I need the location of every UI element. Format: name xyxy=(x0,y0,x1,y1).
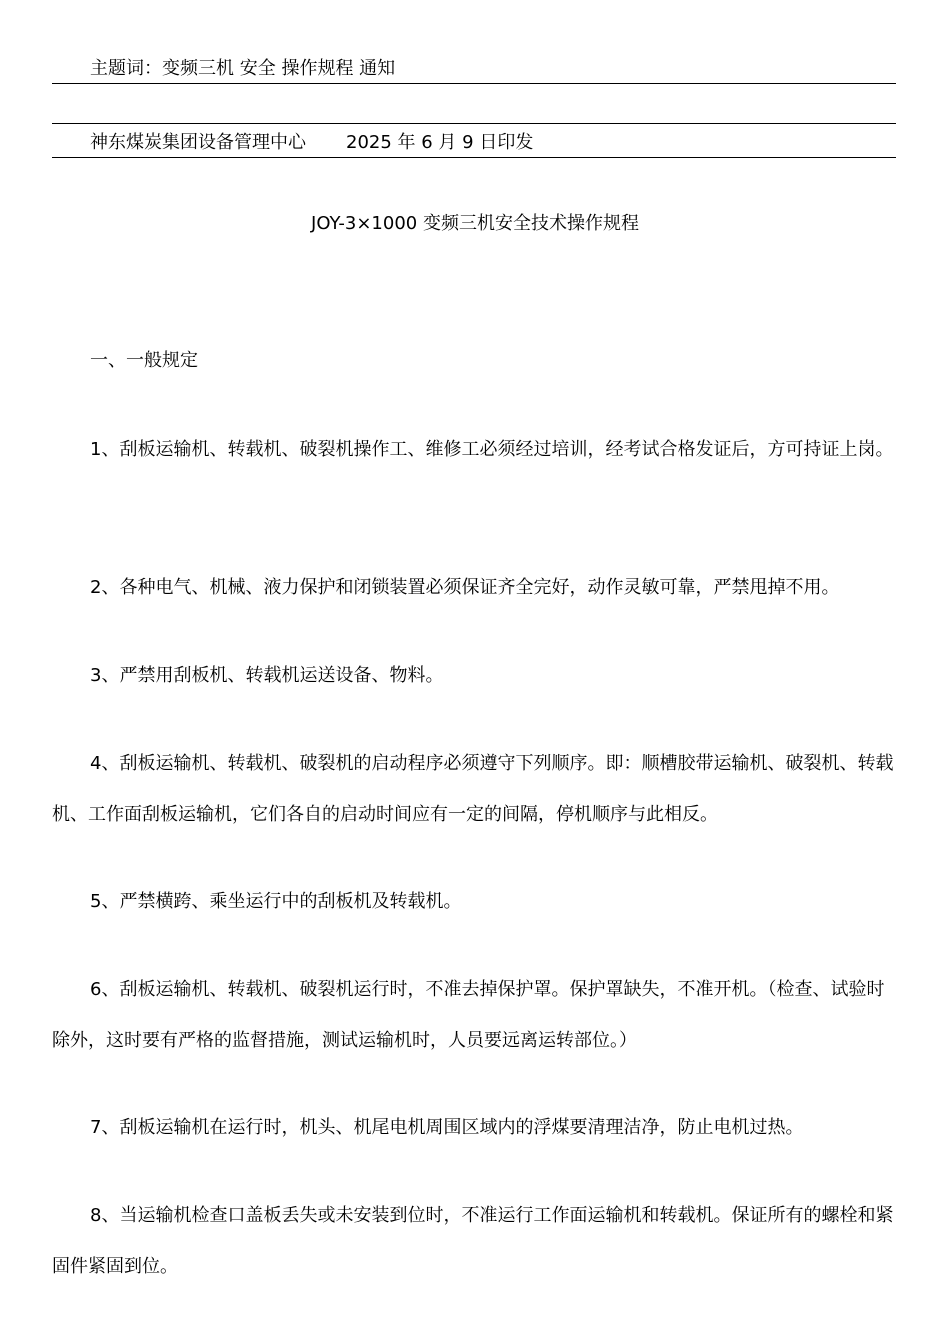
paragraph-3: 3、严禁用刮板机、转载机运送设备、物料。 xyxy=(90,665,444,686)
issue-date: 2025 年 6 月 9 日印发 xyxy=(346,132,534,153)
issuer-line xyxy=(90,131,533,155)
paragraph-1: 1、刮板运输机、转载机、破裂机操作工、维修工必须经过培训，经考试合格发证后，方可持证上岗。 xyxy=(90,439,894,460)
rule-top xyxy=(52,83,896,84)
subject-line: 主题词：变频三机 安全 操作规程 通知 xyxy=(90,58,396,79)
issuer-name: 神东煤炭集团设备管理中心 xyxy=(90,132,306,153)
paragraph-5: 5、严禁横跨、乘坐运行中的刮板机及转载机。 xyxy=(90,891,462,912)
paragraph-6: 6、刮板运输机、转载机、破裂机运行时，不准去掉保护罩。保护罩缺失，不准开机。（检查、试验时除外，这时要有严格的监督措施，测试运输机时，人员要远离运转部位。） xyxy=(52,979,885,1051)
paragraph-2: 2、各种电气、机械、液力保护和闭锁装置必须保证齐全完好，动作灵敏可靠，严禁甩掉不用。 xyxy=(90,577,840,598)
paragraph-4: 4、刮板运输机、转载机、破裂机的启动程序必须遵守下列顺序。即：顺槽胶带运输机、破裂机、转载机、工作面刮板运输机，它们各自的启动时间应有一定的间隔，停机顺序与此相反。 xyxy=(52,753,894,825)
rule-middle xyxy=(52,123,896,124)
document-title: JOY-3×1000 变频三机安全技术操作规程 xyxy=(311,213,639,234)
paragraph-8: 8、当运输机检查口盖板丢失或未安装到位时，不准运行工作面运输机和转载机。保证所有的螺栓和紧固件紧固到位。 xyxy=(52,1205,894,1277)
rule-bottom xyxy=(52,157,896,158)
section-heading: 一、一般规定 xyxy=(90,350,198,371)
paragraph-7: 7、刮板运输机在运行时，机头、机尾电机周围区域内的浮煤要清理洁净，防止电机过热。 xyxy=(90,1117,804,1138)
